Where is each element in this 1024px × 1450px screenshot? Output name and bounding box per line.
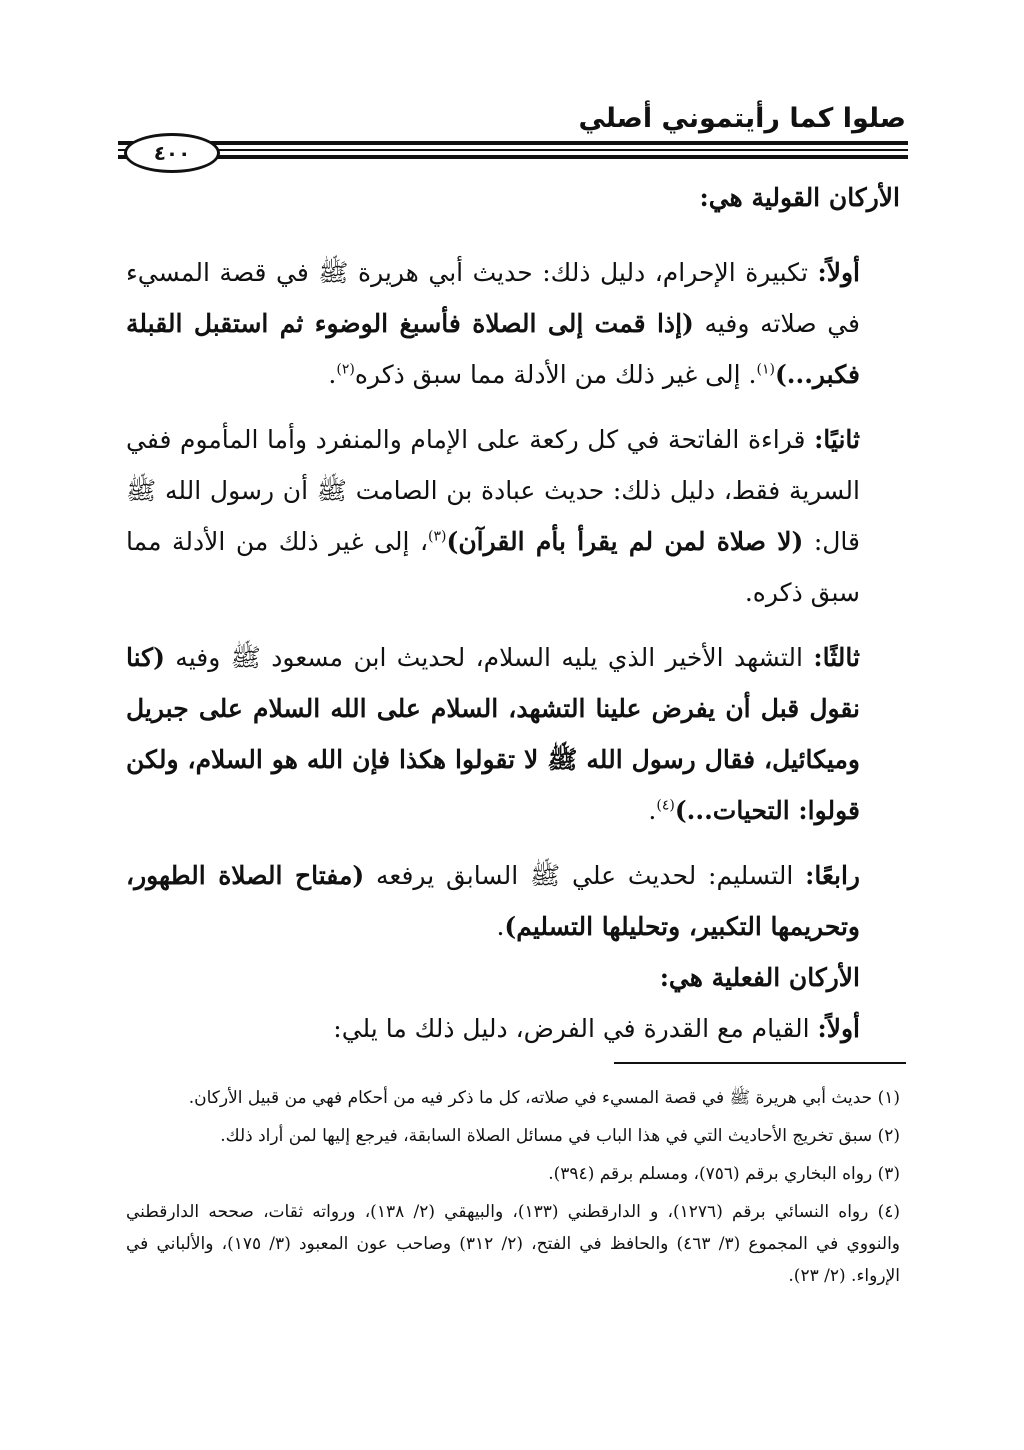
paragraph-fourth <box>126 850 900 952</box>
paragraph-first <box>126 247 900 400</box>
header-rule-top <box>118 141 908 145</box>
paragraph-lead: أولاً: <box>817 1014 860 1043</box>
footnote-3: (٣) رواه البخاري برقم (٧٥٦)، ومسلم برقم (٣٩٤). <box>548 1164 900 1184</box>
paragraph-text: التسليم: لحديث علي ﷺ السابق يرفعه <box>364 861 806 890</box>
page-number <box>124 133 220 173</box>
footnote-ref: (١) <box>756 361 775 378</box>
paragraph-text: . إلى غير ذلك من الأدلة مما سبق ذكره <box>354 360 757 389</box>
paragraph-text: القيام مع القدرة في الفرض، دليل ذلك ما يلي: <box>333 1014 818 1043</box>
paragraph-lead: رابعًا: <box>805 861 860 890</box>
page-number-text: ٤٠٠ <box>153 141 191 165</box>
footnotes <box>126 1082 900 1298</box>
paragraph-end: . <box>648 796 657 825</box>
paragraph-text: تكبيرة الإحرام، دليل ذلك: حديث أبي هريرة ﷺ في قصة المسيء في صلاته وفيه <box>126 258 860 338</box>
footnote-separator <box>614 1062 906 1064</box>
header-rule-middle <box>118 149 908 151</box>
hadith-quote: (إذا قمت إلى الصلاة فأسبغ الوضوء ثم استقبل القبلة فكبر...) <box>126 309 860 389</box>
main-text <box>126 172 900 1054</box>
heading-action-pillars: الأركان الفعلية هي: <box>659 963 860 992</box>
running-title: صلوا كما رأيتموني أصلي <box>578 103 906 134</box>
footnote-1: (١) حديث أبي هريرة ﷺ في قصة المسيء في صلاته، كل ما ذكر فيه من أحكام فهي من قبيل الأركان. <box>188 1088 900 1108</box>
hadith-quote: (لا صلاة لمن لم يقرأ بأم القرآن) <box>446 527 804 556</box>
footnote-ref: (٣) <box>428 528 447 545</box>
footnote-ref: (٤) <box>656 797 675 814</box>
paragraph-text: التشهد الأخير الذي يليه السلام، لحديث ابن مسعود ﷺ وفيه <box>164 643 814 672</box>
paragraph-text: ، إلى غير ذلك من الأدلة مما سبق ذكره. <box>126 527 860 607</box>
paragraph-end: . <box>496 912 505 941</box>
footnote-2: (٢) سبق تخريج الأحاديث التي في هذا الباب في مسائل الصلاة السابقة، فيرجع إليها لمن أراد ذلك. <box>220 1126 900 1146</box>
hadith-quote: (كنا نقول قبل أن يفرض علينا التشهد، السلام على الله السلام على جبريل وميكائيل، فقال رسول الله ﷺ لا تقولوا هكذا فإن الله هو السلام، ولكن قولوا: التحيات...) <box>126 643 860 825</box>
paragraph-fifth <box>126 1003 900 1054</box>
hadith-quote: (مفتاح الصلاة الطهور، وتحريمها التكبير، وتحليلها التسليم) <box>126 861 860 941</box>
paragraph-third <box>126 632 900 836</box>
paragraph-lead: ثالثًا: <box>813 643 860 672</box>
paragraph-second <box>126 414 900 618</box>
paragraph-lead: ثانيًا: <box>814 425 860 454</box>
paragraph-text: قراءة الفاتحة في كل ركعة على الإمام والمنفرد وأما المأموم ففي السرية فقط، دليل ذلك: حديث عبادة بن الصامت ﷺ أن رسول الله ﷺ قال: <box>126 425 860 556</box>
footnote-4: (٤) رواه النسائي برقم (١٢٧٦)، و الدارقطني (١٣٣)، والبيهقي (٢/ ١٣٨)، ورواته ثقات، صححه الدارقطني والنووي في المجموع (٣/ ٤٦٣) والحافظ في الفتح، (٢/ ٣١٢) وصاحب عون المعبود (٣/ ١٧٥)، والألباني في الإرواء. (٢/ ٢٣). <box>126 1202 900 1286</box>
heading-verbal-pillars: الأركان القولية هي: <box>699 183 900 212</box>
footnote-ref: (٢) <box>336 361 355 378</box>
paragraph-end: . <box>328 360 337 389</box>
header-rule-bottom <box>118 155 908 159</box>
paragraph-lead: أولاً: <box>817 258 860 287</box>
